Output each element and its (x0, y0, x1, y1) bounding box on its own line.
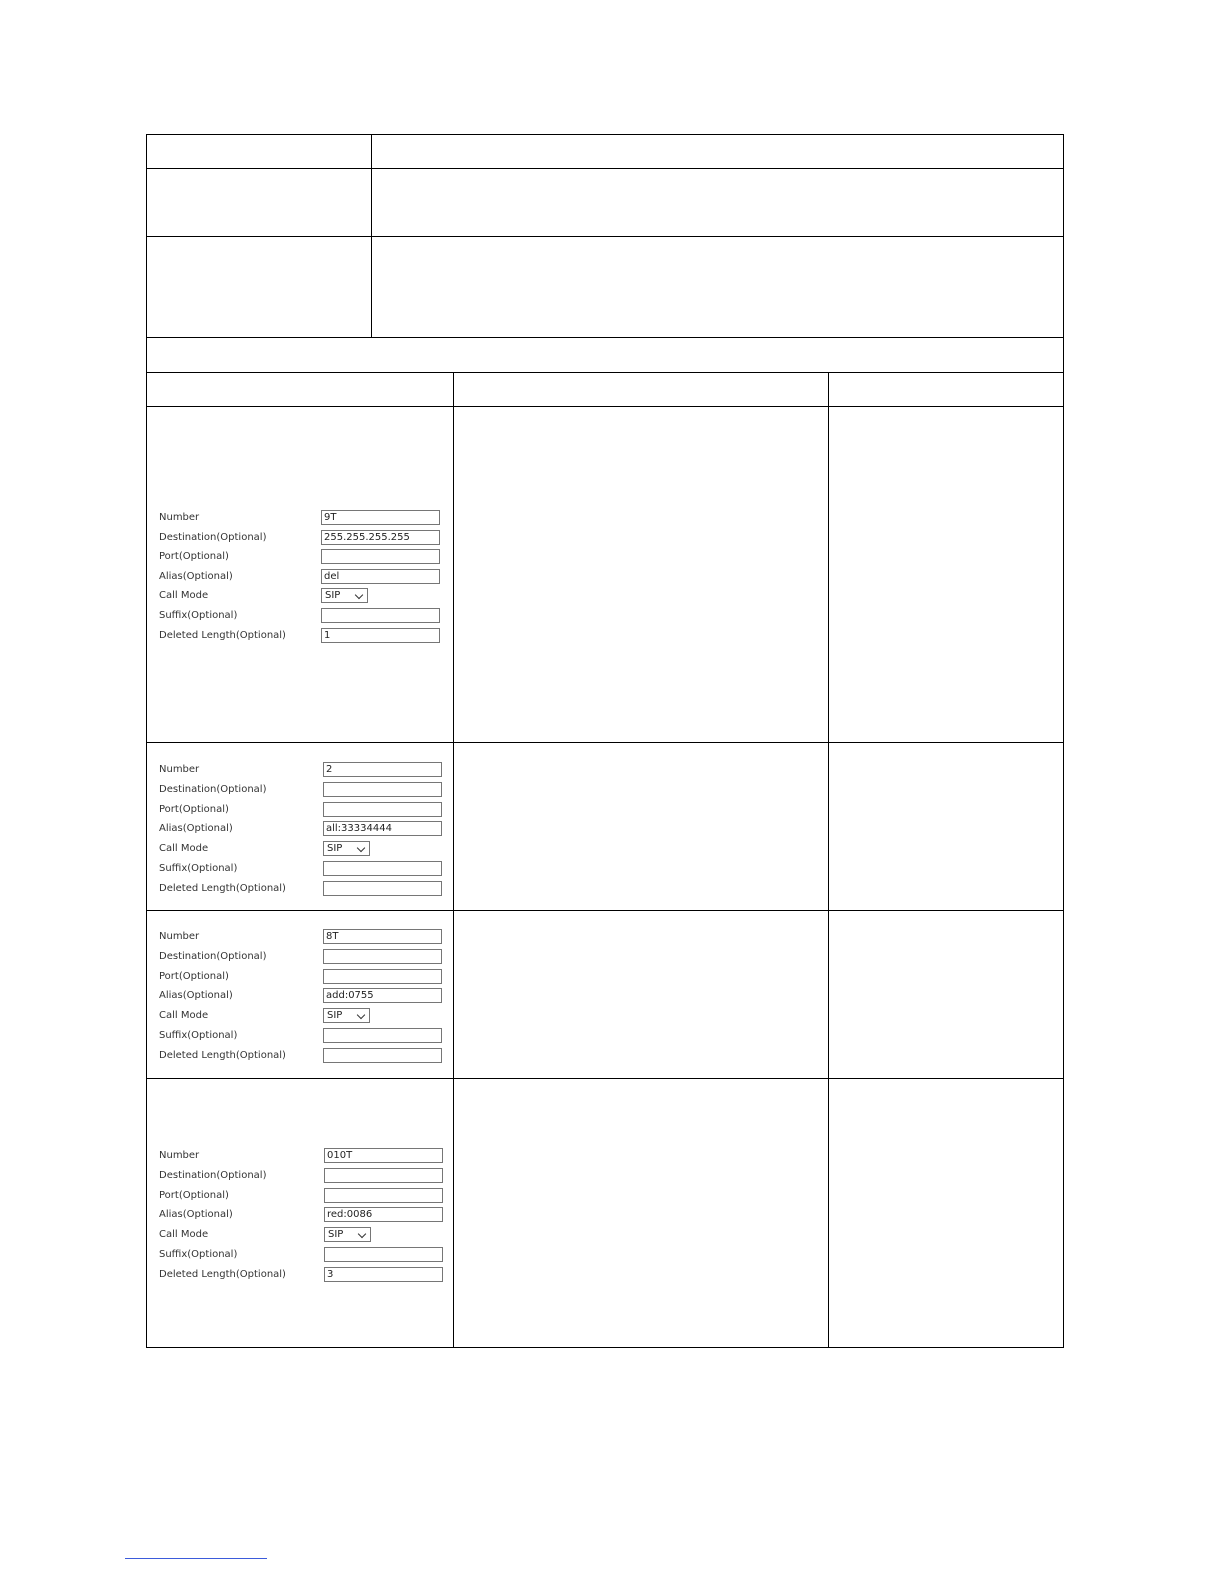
footer-link-underline (125, 1558, 267, 1559)
number-input[interactable]: 9T (321, 510, 440, 525)
call-mode-value: SIP (327, 1010, 343, 1021)
number-label: Number (159, 764, 200, 775)
table-rule (146, 134, 147, 1348)
port-label: Port(Optional) (159, 804, 229, 815)
number-label: Number (159, 1150, 200, 1161)
call-mode-select[interactable] (323, 841, 370, 856)
table-rule (147, 1078, 1064, 1079)
table-rule (147, 134, 1064, 135)
alias-input[interactable]: all:33334444 (323, 821, 442, 836)
alias-input[interactable]: add:0755 (323, 988, 442, 1003)
call-mode-label: Call Mode (159, 843, 209, 854)
number-input[interactable]: 2 (323, 762, 442, 777)
table-rule (828, 372, 829, 1348)
table-rule (453, 372, 454, 1348)
suffix-input[interactable] (323, 861, 442, 876)
suffix-input[interactable] (321, 608, 440, 623)
destination-input[interactable] (323, 949, 442, 964)
port-label: Port(Optional) (159, 551, 229, 562)
chevron-down-icon (358, 1230, 366, 1238)
alias-label: Alias(Optional) (159, 823, 233, 834)
call-mode-label: Call Mode (159, 1010, 209, 1021)
suffix-input[interactable] (324, 1247, 443, 1262)
suffix-input[interactable] (323, 1028, 442, 1043)
table-rule (147, 1347, 1064, 1348)
destination-label: Destination(Optional) (159, 532, 267, 543)
port-label: Port(Optional) (159, 971, 229, 982)
alias-label: Alias(Optional) (159, 571, 233, 582)
port-input[interactable] (321, 549, 440, 564)
chevron-down-icon (357, 844, 365, 852)
suffix-label: Suffix(Optional) (159, 1030, 238, 1041)
deleted-length-input[interactable]: 1 (321, 628, 440, 643)
table-rule (147, 742, 1064, 743)
port-input[interactable] (324, 1188, 443, 1203)
call-mode-label: Call Mode (159, 1229, 209, 1240)
suffix-label: Suffix(Optional) (159, 1249, 238, 1260)
alias-input[interactable]: del (321, 569, 440, 584)
table-rule (147, 406, 1064, 407)
call-mode-label: Call Mode (159, 590, 209, 601)
chevron-down-icon (357, 1011, 365, 1019)
port-input[interactable] (323, 969, 442, 984)
suffix-label: Suffix(Optional) (159, 610, 238, 621)
number-input[interactable]: 010T (324, 1148, 443, 1163)
call-mode-value: SIP (325, 590, 341, 601)
deleted-length-label: Deleted Length(Optional) (159, 630, 286, 641)
deleted-length-input[interactable]: 3 (324, 1267, 443, 1282)
suffix-label: Suffix(Optional) (159, 863, 238, 874)
destination-label: Destination(Optional) (159, 951, 267, 962)
call-mode-select[interactable] (324, 1227, 371, 1242)
table-rule (371, 134, 372, 338)
table-rule (1063, 134, 1064, 1348)
table-rule (147, 910, 1064, 911)
table-rule (147, 372, 1064, 373)
call-mode-value: SIP (328, 1229, 344, 1240)
deleted-length-label: Deleted Length(Optional) (159, 883, 286, 894)
deleted-length-input[interactable] (323, 881, 442, 896)
deleted-length-label: Deleted Length(Optional) (159, 1269, 286, 1280)
chevron-down-icon (355, 591, 363, 599)
port-label: Port(Optional) (159, 1190, 229, 1201)
destination-input[interactable] (324, 1168, 443, 1183)
port-input[interactable] (323, 802, 442, 817)
call-mode-select[interactable] (323, 1008, 370, 1023)
destination-label: Destination(Optional) (159, 1170, 267, 1181)
deleted-length-label: Deleted Length(Optional) (159, 1050, 286, 1061)
number-input[interactable]: 8T (323, 929, 442, 944)
table-rule (147, 236, 1064, 237)
table-rule (147, 337, 1064, 338)
destination-input[interactable] (323, 782, 442, 797)
call-mode-value: SIP (327, 843, 343, 854)
alias-input[interactable]: red:0086 (324, 1207, 443, 1222)
destination-label: Destination(Optional) (159, 784, 267, 795)
alias-label: Alias(Optional) (159, 990, 233, 1001)
alias-label: Alias(Optional) (159, 1209, 233, 1220)
destination-input[interactable]: 255.255.255.255 (321, 530, 440, 545)
deleted-length-input[interactable] (323, 1048, 442, 1063)
call-mode-select[interactable] (321, 588, 368, 603)
number-label: Number (159, 931, 200, 942)
table-rule (147, 168, 1064, 169)
number-label: Number (159, 512, 200, 523)
